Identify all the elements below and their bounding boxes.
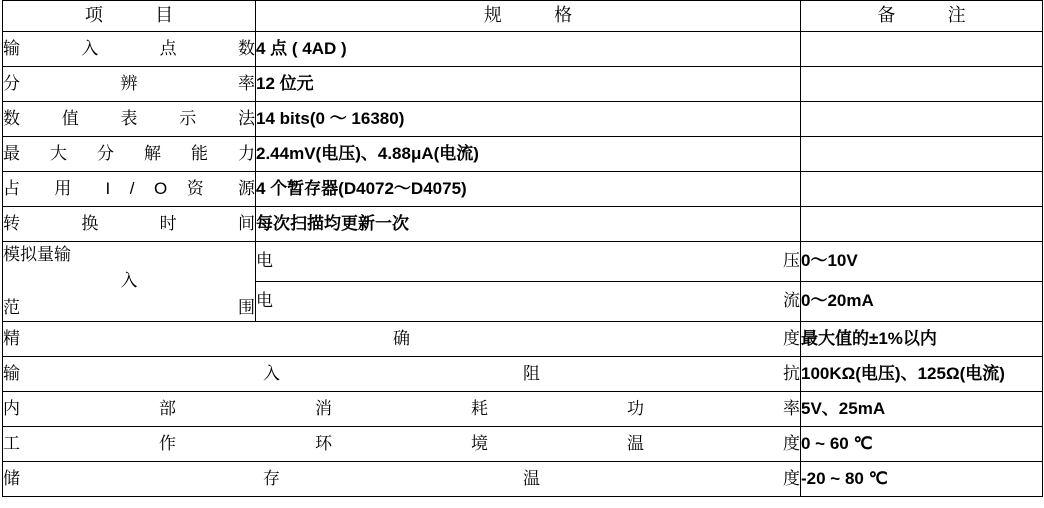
header-cell-item — [3, 1, 256, 32]
row-spec-value: 0 ~ 60 ℃ — [801, 427, 1043, 462]
table-row — [3, 357, 1043, 392]
row-spec-value: 100KΩ(电压)、125Ω(电流) — [801, 357, 1043, 392]
table-header-row — [3, 1, 1043, 32]
header-label-spec: 规 格 — [483, 5, 578, 26]
table-row — [3, 32, 1043, 67]
table-row-analog-range-voltage — [3, 242, 1043, 282]
row-note-value — [801, 137, 1043, 172]
row-spec-value: 12 位元 — [256, 67, 801, 102]
header-cell-note — [801, 1, 1043, 32]
table-row — [3, 462, 1043, 497]
row-item-label: 精 确 度 — [3, 322, 801, 357]
analog-range-spec-voltage: 0～10V — [801, 242, 1043, 282]
table-row — [3, 137, 1043, 172]
row-note-value — [801, 32, 1043, 67]
row-spec-value: -20 ~ 80 ℃ — [801, 462, 1043, 497]
row-spec-value: 4 点 ( 4AD ) — [256, 32, 801, 67]
analog-range-sub-label-current: 电 流 — [256, 282, 801, 322]
row-item-label: 分 辨 率 — [3, 67, 256, 102]
row-item-label: 工 作 环 境 温 度 — [3, 427, 801, 462]
row-item-label: 内 部 消 耗 功 率 — [3, 392, 801, 427]
row-spec-value: 2.44mV(电压)、4.88μA(电流) — [256, 137, 801, 172]
row-spec-value: 每次扫描均更新一次 — [256, 207, 801, 242]
row-spec-value: 最大值的±1%以内 — [801, 322, 1043, 357]
analog-range-spec-current: 0～20mA — [801, 282, 1043, 322]
row-spec-value: 5V、25mA — [801, 392, 1043, 427]
table-row — [3, 207, 1043, 242]
row-note-value — [801, 172, 1043, 207]
row-spec-value: 14 bits(0 ～ 16380) — [256, 102, 801, 137]
row-item-label: 输 入 阻 抗 — [3, 357, 801, 392]
analog-range-sub-label-voltage: 电 压 — [256, 242, 801, 282]
table-row — [3, 172, 1043, 207]
row-note-value — [801, 67, 1043, 102]
row-note-value — [801, 102, 1043, 137]
header-label-item: 项 目 — [84, 5, 179, 26]
row-item-label: 占 用 I / O 资 源 — [3, 172, 256, 207]
row-item-label: 输 入 点 数 — [3, 32, 256, 67]
table-row — [3, 427, 1043, 462]
analog-range-label: 模拟量输 入 范 围 — [3, 242, 256, 322]
header-cell-spec — [256, 1, 801, 32]
table-row — [3, 67, 1043, 102]
specification-table — [2, 0, 1043, 497]
row-item-label: 转 换 时 间 — [3, 207, 256, 242]
header-label-note: 备 注 — [877, 5, 971, 26]
row-note-value — [801, 207, 1043, 242]
table-row — [3, 322, 1043, 357]
table-row — [3, 102, 1043, 137]
row-item-label: 数 值 表 示 法 — [3, 102, 256, 137]
row-spec-value: 4 个暂存器(D4072～D4075) — [256, 172, 801, 207]
table-row — [3, 392, 1043, 427]
row-item-label: 储 存 温 度 — [3, 462, 801, 497]
row-item-label: 最 大 分 解 能 力 — [3, 137, 256, 172]
